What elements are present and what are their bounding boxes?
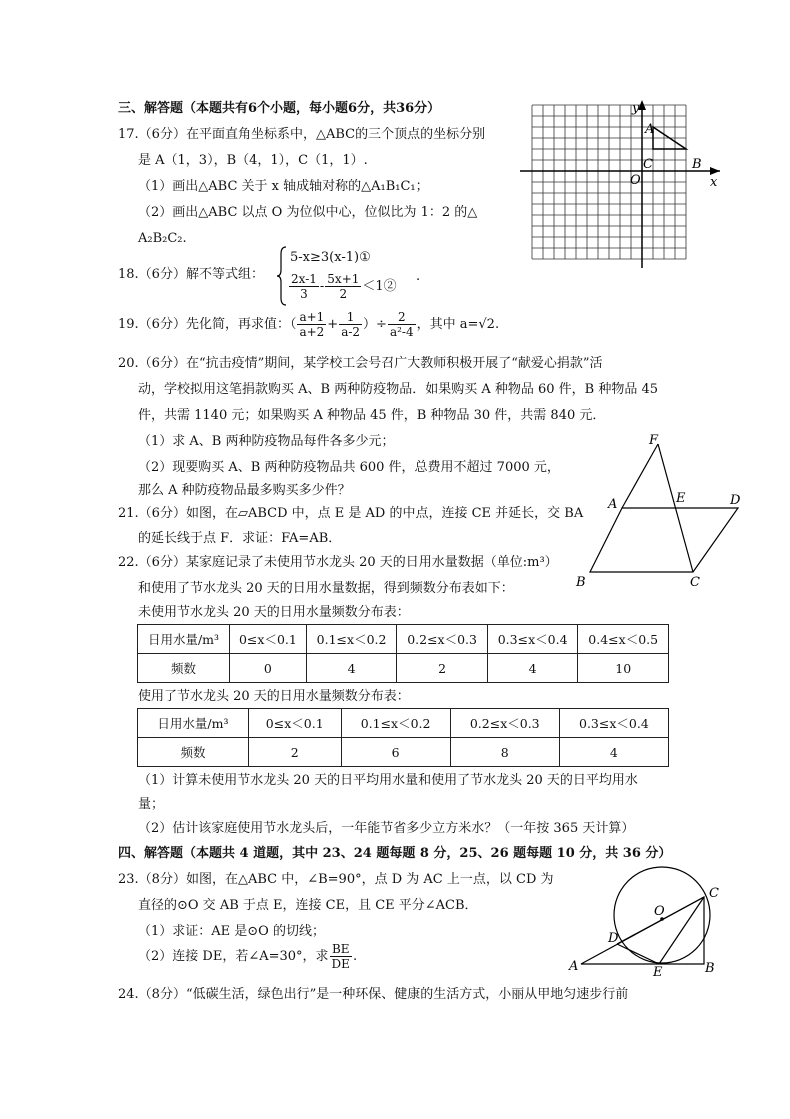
q20-line1: 20.（6分）在“抗击疫情”期间，某学校工会号召广大教师积极开展了“献爱心捐款”活 (118, 356, 603, 371)
q22-table2-caption: 使用了节水龙头 20 天的日用水量频数分布表： (138, 689, 410, 704)
table-cell: 0≤x＜0.1 (248, 709, 341, 738)
segment-af (622, 444, 658, 508)
point-c-label: C (643, 157, 653, 172)
section4-heading: 四、解答题（本题共 4 道题，其中 23、24 题每题 8 分，25、26 题每题 10 分，共 36 分） (118, 846, 672, 861)
table-cell: 2 (397, 654, 488, 683)
q19-expression (118, 310, 499, 339)
table-cell: 0.3≤x＜0.4 (559, 709, 668, 738)
table-cell: 频数 (138, 738, 249, 767)
q23-part2-end: . (352, 949, 358, 964)
y-axis-label: y (632, 101, 640, 116)
point-a-label: A (569, 959, 579, 974)
q22-part1b: 量； (138, 797, 165, 812)
q18-minus: - (319, 279, 325, 294)
point-a-label: A (608, 497, 618, 512)
q18-tail: ＜1② (362, 279, 397, 294)
q19-mid: ）÷ (363, 317, 387, 332)
q23-part2 (138, 942, 357, 971)
q23-part1: （1）求证：AE 是⊙O 的切线； (138, 924, 325, 939)
table-cell: 2 (248, 738, 341, 767)
q20-line3: 件，共需 1140 元；如果购买 A 种物品 45 件，B 种物品 30 件，共需 840 元． (138, 408, 606, 423)
q21-line1: 21.（6分）如图，在▱ABCD 中，点 E 是 AD 的中点，连接 CE 并延长，交 BA (118, 506, 584, 521)
q19-frac3-den: a²-4 (389, 325, 414, 339)
table-cell: 频数 (138, 654, 230, 683)
point-d-label: D (608, 931, 619, 946)
table-cell: 0 (230, 654, 307, 683)
q17-line2: 是 A（1，3），B（4，1），C（1，1）. (138, 153, 368, 168)
point-b-label: B (705, 961, 715, 976)
q19-frac2-num: 1 (339, 310, 362, 325)
q17-part2: （2）画出△ABC 以点 O 为位似中心，位似比为 1：2 的△ (138, 205, 478, 220)
q22-table1-caption: 未使用节水龙头 20 天的日用水量频数分布表： (138, 605, 410, 620)
table-row (138, 738, 669, 767)
point-f-label: F (649, 433, 659, 448)
q18-prefix: 18.（6分）解不等式组： (118, 267, 264, 282)
frequency-table-before (137, 624, 669, 683)
point-b-label: B (692, 157, 702, 172)
table-cell: 0.3≤x＜0.4 (487, 625, 578, 654)
q18-frac2-den: 2 (339, 287, 348, 301)
x-axis-arrow (710, 167, 720, 175)
point-c-label: C (709, 886, 719, 901)
origin-label: O (630, 173, 641, 188)
table-row (138, 709, 669, 738)
point-b-label: B (576, 575, 586, 590)
table-cell: 4 (559, 738, 668, 767)
section3-heading: 三、解答题（本题共有6个小题，每小题6分，共36分） (118, 101, 441, 116)
q22-line2: 和使用了节水龙头 20 天的日用水量数据，得到频数分布表如下： (138, 581, 514, 596)
q23-part2-prefix: （2）连接 DE，若∠A=30°，求 (138, 949, 329, 964)
q22-line1: 22.（6分）某家庭记录了未使用节水龙头 20 天的日用水量数据（单位:m³） (118, 555, 558, 570)
q22-part1: （1）计算未使用节水龙头 20 天的日平均用水量和使用了节水龙头 20 天的日平均用水 (138, 773, 638, 788)
table-cell: 日用水量/m³ (138, 625, 230, 654)
parallelogram-abcd (590, 508, 738, 572)
circle-figure (565, 868, 740, 980)
frequency-table-after (137, 708, 669, 767)
q20-part1: （1）求 A、B 两种防疫物品每件各多少元； (138, 434, 395, 449)
q20-part2b: 那么 A 种防疫物品最多购买多少件？ (138, 483, 351, 498)
q19-plus: + (327, 317, 339, 332)
q19-frac1-num: a+1 (299, 310, 325, 324)
q18-frac1-den: 3 (300, 287, 308, 301)
table-cell: 4 (487, 654, 578, 683)
table-cell: 8 (450, 738, 559, 767)
q20-line2: 动，学校拟用这笔捐款购买 A、B 两种防疫物品．如果购买 A 种物品 60 件，B 种物品 45 (138, 382, 659, 397)
table-cell: 4 (306, 654, 397, 683)
table-cell: 10 (578, 654, 669, 683)
q19-frac1-den: a+2 (299, 325, 325, 339)
table-cell: 0.2≤x＜0.3 (450, 709, 559, 738)
q18-inequality1: 5-x≥3(x-1)① (290, 250, 371, 265)
q23-frac-den: DE (331, 957, 350, 971)
point-o-label: O (654, 904, 665, 919)
q19-tail: ，其中 a=√2. (416, 317, 500, 332)
q17-line1: 17.（6分）在平面直角坐标系中，△ABC的三个顶点的坐标分别 (118, 127, 486, 142)
q19-prefix: 19.（6分）先化简，再求值：（ (118, 317, 297, 332)
table-cell: 0.2≤x＜0.3 (397, 625, 488, 654)
q22-part2: （2）估计该家庭使用节水龙头后，一年能节省多少立方米水？（一年按 365 天计算） (138, 821, 635, 836)
table-row (138, 625, 669, 654)
point-e-label: E (653, 965, 663, 980)
q24-line1: 24.（8分）“低碳生活，绿色出行”是一种环保、健康的生活方式，小丽从甲地匀速步行前 (118, 987, 629, 1002)
table-cell: 0≤x＜0.1 (230, 625, 307, 654)
q20-part2: （2）现要购买 A、B 两种防疫物品共 600 件，总费用不超过 7000 元， (138, 460, 560, 475)
q19-frac3-num: 2 (388, 310, 416, 325)
segment-ce (659, 897, 704, 964)
segment-de (617, 944, 659, 964)
q18-end: . (416, 269, 421, 284)
table-cell: 日用水量/m³ (138, 709, 249, 738)
coordinate-grid-figure (520, 100, 730, 270)
table-cell: 6 (341, 738, 450, 767)
q21-line2: 的延长线于点 F．求证：FA=AB． (138, 531, 342, 546)
q18-inequality2 (288, 272, 397, 301)
q17-part2b: A₂B₂C₂. (138, 231, 187, 246)
q18-frac1-num: 2x-1 (291, 272, 317, 286)
point-d-label: D (730, 493, 741, 508)
q18-frac2-num: 5x+1 (327, 272, 360, 286)
q23-line2: 直径的⊙O 交 AB 于点 E，连接 CE，且 CE 平分∠ACB． (138, 898, 478, 913)
q23-line1: 23.（8分）如图，在△ABC 中，∠B=90°，点 D 为 AC 上一点，以 CD 为 (118, 872, 554, 887)
x-axis-label: x (710, 175, 718, 190)
table-row (138, 654, 669, 683)
q17-part1: （1）画出△ABC 关于 x 轴成轴对称的△A₁B₁C₁； (138, 179, 429, 194)
system-brace (277, 246, 287, 306)
table-cell: 0.1≤x＜0.2 (306, 625, 397, 654)
point-e-label: E (676, 491, 686, 506)
point-c-label: C (690, 575, 700, 590)
q23-frac-num: BE (330, 942, 352, 957)
table-cell: 0.1≤x＜0.2 (341, 709, 450, 738)
table-cell: 0.4≤x＜0.5 (578, 625, 669, 654)
parallelogram-figure (570, 430, 750, 590)
q19-frac2-den: a-2 (341, 325, 361, 339)
point-a-label: A (645, 122, 655, 137)
